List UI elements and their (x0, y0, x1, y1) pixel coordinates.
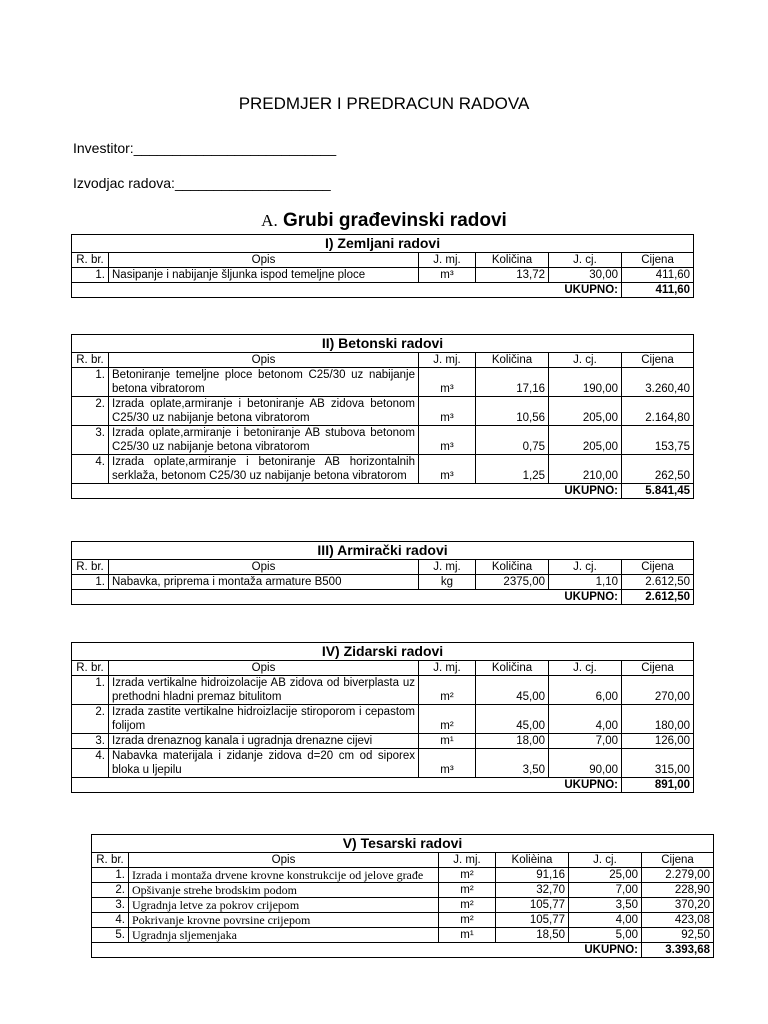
row-number: 5. (92, 928, 129, 943)
col-header-opis: Opis (109, 353, 419, 368)
row-quantity: 2375,00 (476, 575, 549, 590)
row-unit-price: 90,00 (549, 749, 622, 778)
section-heading (0, 210, 768, 232)
row-description: Ugradnja letve za pokrov crijepom (129, 898, 439, 913)
row-number: 2. (72, 397, 109, 426)
row-number: 3. (72, 426, 109, 455)
col-header-jcj: J. cj. (549, 661, 622, 676)
total-value: 891,00 (622, 778, 694, 793)
total-value: 3.393,68 (642, 943, 714, 958)
table-row (92, 928, 714, 943)
col-header-rbr: R. br. (72, 253, 109, 268)
row-unit-price: 4,00 (549, 705, 622, 734)
row-unit: m² (439, 913, 496, 928)
table-row (72, 368, 694, 397)
col-header-jcj: J. cj. (549, 560, 622, 575)
row-number: 1. (72, 368, 109, 397)
document-title: PREDMJER I PREDRACUN RADOVA (238, 94, 530, 113)
row-total: 92,50 (642, 928, 714, 943)
col-header-cijena: Cijena (622, 560, 694, 575)
row-total: 2.164,80 (622, 397, 694, 426)
row-total: 126,00 (622, 734, 694, 749)
row-unit: m² (439, 883, 496, 898)
table-tesarski-radovi (91, 834, 714, 958)
table-title: II) Betonski radovi (72, 335, 694, 353)
total-label: UKUPNO: (549, 590, 622, 605)
col-header-kolicina: Kolièina (496, 853, 569, 868)
row-unit-price: 190,00 (549, 368, 622, 397)
table-armiracki-radovi (71, 541, 694, 605)
row-total: 153,75 (622, 426, 694, 455)
row-unit-price: 30,00 (549, 268, 622, 283)
col-header-jmj: J. mj. (439, 853, 496, 868)
col-header-kolicina: Količina (476, 353, 549, 368)
col-header-kolicina: Količina (476, 253, 549, 268)
row-number: 1. (72, 268, 109, 283)
row-description: Opšivanje strehe brodskim podom (129, 883, 439, 898)
row-number: 1. (92, 868, 129, 883)
row-quantity: 0,75 (476, 426, 549, 455)
table-row (72, 455, 694, 484)
row-description: Izrada oplate,armiranje i betoniranje AB stubova betonom C25/30 uz nabijanje betona vibratorom (109, 426, 419, 455)
total-label: UKUPNO: (569, 943, 642, 958)
row-description: Pokrivanje krovne povrsine crijepom (129, 913, 439, 928)
col-header-kolicina: Količina (476, 560, 549, 575)
col-header-cijena: Cijena (642, 853, 714, 868)
row-number: 3. (72, 734, 109, 749)
row-description: Izrada vertikalne hidroizolacije AB zidova od biverplasta uz prethodni hladni premaz bitulitom (109, 676, 419, 705)
row-unit: m³ (419, 426, 476, 455)
row-unit-price: 25,00 (569, 868, 642, 883)
row-unit: m³ (419, 455, 476, 484)
row-total: 2.279,00 (642, 868, 714, 883)
table-title: III) Armirački radovi (72, 542, 694, 560)
row-unit-price: 205,00 (549, 426, 622, 455)
row-total: 423,08 (642, 913, 714, 928)
table-title: IV) Zidarski radovi (72, 643, 694, 661)
row-quantity: 3,50 (476, 749, 549, 778)
row-description: Ugradnja sljemenjaka (129, 928, 439, 943)
col-header-jmj: J. mj. (419, 661, 476, 676)
row-total: 180,00 (622, 705, 694, 734)
col-header-cijena: Cijena (622, 661, 694, 676)
row-unit-price: 7,00 (569, 883, 642, 898)
row-unit: m² (439, 898, 496, 913)
row-quantity: 10,56 (476, 397, 549, 426)
table-row (72, 749, 694, 778)
row-quantity: 45,00 (476, 705, 549, 734)
row-unit: m¹ (419, 734, 476, 749)
row-unit: m² (419, 705, 476, 734)
row-quantity: 91,16 (496, 868, 569, 883)
row-number: 3. (92, 898, 129, 913)
row-unit-price: 1,10 (549, 575, 622, 590)
row-quantity: 105,77 (496, 913, 569, 928)
row-description: Izrada zastite vertikalne hidroizlacije stiroporom i cepastom folijom (109, 705, 419, 734)
section-letter: A. (261, 211, 278, 230)
row-unit: m³ (419, 268, 476, 283)
table-row (92, 883, 714, 898)
table-row (72, 397, 694, 426)
table-row (72, 676, 694, 705)
row-unit-price: 6,00 (549, 676, 622, 705)
col-header-rbr: R. br. (92, 853, 129, 868)
col-header-opis: Opis (109, 253, 419, 268)
table-row (72, 705, 694, 734)
table-row (72, 734, 694, 749)
col-header-jmj: J. mj. (419, 560, 476, 575)
row-unit-price: 4,00 (569, 913, 642, 928)
table-row (92, 868, 714, 883)
col-header-jmj: J. mj. (419, 353, 476, 368)
row-number: 1. (72, 676, 109, 705)
row-unit-price: 3,50 (569, 898, 642, 913)
total-value: 411,60 (622, 283, 694, 298)
row-description: Nasipanje i nabijanje šljunka ispod temeljne ploce (109, 268, 419, 283)
row-quantity: 17,16 (476, 368, 549, 397)
table-zemljani-radovi (71, 234, 694, 298)
table-row (72, 268, 694, 283)
row-quantity: 13,72 (476, 268, 549, 283)
table-row (72, 426, 694, 455)
col-header-jcj: J. cj. (569, 853, 642, 868)
row-total: 3.260,40 (622, 368, 694, 397)
col-header-kolicina: Količina (476, 661, 549, 676)
col-header-cijena: Cijena (622, 253, 694, 268)
col-header-jmj: J. mj. (419, 253, 476, 268)
row-description: Izrada oplate,armiranje i betoniranje AB horizontalnih serklaža, betonom C25/30 uz nabijanje betona vibratorom (109, 455, 419, 484)
row-quantity: 1,25 (476, 455, 549, 484)
row-number: 2. (92, 883, 129, 898)
col-header-rbr: R. br. (72, 661, 109, 676)
row-description: Izrada oplate,armiranje i betoniranje AB zidova betonom C25/30 uz nabijanje betona vibratorom (109, 397, 419, 426)
col-header-opis: Opis (109, 661, 419, 676)
row-number: 1. (72, 575, 109, 590)
row-quantity: 45,00 (476, 676, 549, 705)
row-description: Betoniranje temeljne ploce betonom C25/30 uz nabijanje betona vibratorom (109, 368, 419, 397)
row-number: 4. (92, 913, 129, 928)
row-unit: kg (419, 575, 476, 590)
row-quantity: 18,00 (476, 734, 549, 749)
row-total: 228,90 (642, 883, 714, 898)
row-unit: m³ (419, 368, 476, 397)
row-description: Izrada i montaža drvene krovne konstrukcije od jelove građe (129, 868, 439, 883)
table-row (92, 913, 714, 928)
col-header-jcj: J. cj. (549, 253, 622, 268)
investitor-field: Investitor:__________________________ (73, 140, 337, 156)
col-header-cijena: Cijena (622, 353, 694, 368)
row-number: 4. (72, 749, 109, 778)
row-unit: m² (439, 868, 496, 883)
table-row (72, 575, 694, 590)
row-unit: m² (419, 676, 476, 705)
row-total: 315,00 (622, 749, 694, 778)
row-number: 4. (72, 455, 109, 484)
table-betonski-radovi (71, 334, 694, 499)
row-unit: m³ (419, 749, 476, 778)
izvodjac-field: Izvodjac radova:____________________ (73, 175, 331, 191)
table-row (92, 898, 714, 913)
row-quantity: 32,70 (496, 883, 569, 898)
total-value: 2.612,50 (622, 590, 694, 605)
table-title: I) Zemljani radovi (72, 235, 694, 253)
total-label: UKUPNO: (549, 484, 622, 499)
row-total: 370,20 (642, 898, 714, 913)
total-value: 5.841,45 (622, 484, 694, 499)
row-unit-price: 205,00 (549, 397, 622, 426)
row-unit: m¹ (439, 928, 496, 943)
row-unit-price: 5,00 (569, 928, 642, 943)
row-description: Nabavka, priprema i montaža armature B500 (109, 575, 419, 590)
col-header-opis: Opis (109, 560, 419, 575)
row-description: Nabavka materijala i zidanje zidova d=20 cm od siporex bloka u ljepilu (109, 749, 419, 778)
row-quantity: 18,50 (496, 928, 569, 943)
col-header-rbr: R. br. (72, 560, 109, 575)
row-unit-price: 210,00 (549, 455, 622, 484)
row-total: 2.612,50 (622, 575, 694, 590)
col-header-jcj: J. cj. (549, 353, 622, 368)
row-total: 262,50 (622, 455, 694, 484)
col-header-opis: Opis (129, 853, 439, 868)
section-title: Grubi građevinski radovi (282, 210, 507, 231)
total-label: UKUPNO: (549, 283, 622, 298)
col-header-rbr: R. br. (72, 353, 109, 368)
row-description: Izrada drenaznog kanala i ugradnja drenazne cijevi (109, 734, 419, 749)
table-zidarski-radovi (71, 642, 694, 793)
table-title: V) Tesarski radovi (92, 835, 714, 853)
row-total: 270,00 (622, 676, 694, 705)
row-total: 411,60 (622, 268, 694, 283)
total-label: UKUPNO: (549, 778, 622, 793)
row-unit-price: 7,00 (549, 734, 622, 749)
row-number: 2. (72, 705, 109, 734)
row-unit: m³ (419, 397, 476, 426)
row-quantity: 105,77 (496, 898, 569, 913)
